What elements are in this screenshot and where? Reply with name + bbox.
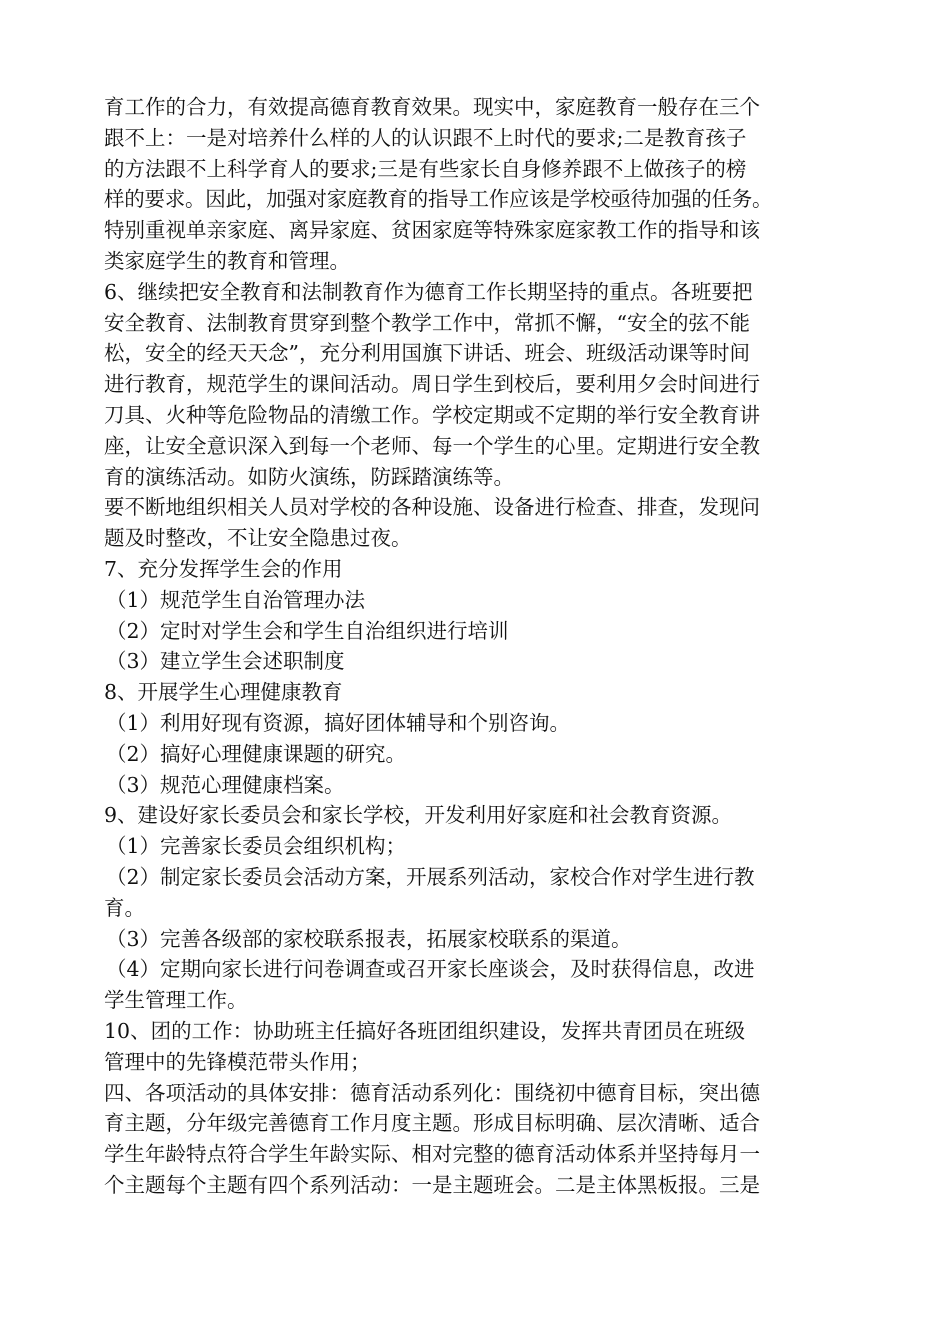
section-heading: 9、建设好家长委员会和家长学校，开发利用好家庭和社会教育资源。: [104, 803, 733, 828]
list-item: （1）利用好现有资源，搞好团体辅导和个别咨询。: [106, 710, 571, 735]
text-line: 特别重视单亲家庭、离异家庭、贫困家庭等特殊家庭家教工作的指导和该: [104, 218, 760, 243]
text-line: 刀具、火种等危险物品的清缴工作。学校定期或不定期的举行安全教育讲: [104, 402, 760, 427]
text-line: 松，安全的经天天念”，充分利用国旗下讲话、班会、班级活动课等时间: [104, 341, 750, 366]
text-line: 要不断地组织相关人员对学校的各种设施、设备进行检查、排查，发现问: [104, 495, 760, 520]
text-line: 的方法跟不上科学育人的要求;三是有些家长自身修养跟不上做孩子的榜: [104, 156, 747, 181]
list-item: （1）规范学生自治管理办法: [106, 587, 366, 612]
text-line: 育工作的合力，有效提高德育教育效果。现实中，家庭教育一般存在三个: [104, 95, 760, 119]
text-line: 育的演练活动。如防火演练，防踩踏演练等。: [104, 464, 514, 489]
text-line: 题及时整改，不让安全隐患过夜。: [104, 526, 412, 551]
text-line: 育。: [104, 895, 145, 920]
text-line: 进行教育，规范学生的课间活动。周日学生到校后，要利用夕会时间进行: [104, 372, 760, 397]
text-line: 类家庭学生的教育和管理。: [104, 248, 350, 273]
text-line: 安全教育、法制教育贯穿到整个教学工作中，常抓不懈，“安全的弦不能: [104, 310, 750, 335]
text-line: 管理中的先锋模范带头作用；: [104, 1049, 371, 1074]
list-item: （3）规范心理健康档案。: [106, 772, 345, 797]
text-line: 个主题每个主题有四个系列活动：一是主题班会。二是主体黑板报。三是: [104, 1172, 760, 1197]
text-line: 育主题，分年级完善德育工作月度主题。形成目标明确、层次清晰、适合: [104, 1111, 760, 1136]
section-heading: 8、开展学生心理健康教育: [104, 680, 343, 705]
list-item: （3）建立学生会述职制度: [106, 649, 345, 674]
text-line: 座，让安全意识深入到每一个老师、每一个学生的心里。定期进行安全教: [104, 433, 760, 458]
text-line: 学生年龄特点符合学生年龄实际、相对完整的德育活动体系并坚持每月一: [104, 1142, 760, 1167]
section-heading: 6、继续把安全教育和法制教育作为德育工作长期坚持的重点。各班要把: [104, 279, 753, 304]
list-item: （1）完善家长委员会组织机构；: [106, 834, 407, 859]
text-line: 跟不上：一是对培养什么样的人的认识跟不上时代的要求;二是教育孩子: [104, 125, 747, 150]
section-heading: 10、团的工作：协助班主任搞好各班团组织建设，发挥共青团员在班级: [104, 1018, 746, 1043]
list-item: （2）制定家长委员会活动方案，开展系列活动，家校合作对学生进行教: [106, 864, 755, 889]
list-item: （2）定时对学生会和学生自治组织进行培训: [106, 618, 509, 643]
section-heading: 7、充分发挥学生会的作用: [104, 556, 343, 581]
section-heading: 四、各项活动的具体安排：德育活动系列化：围绕初中德育目标，突出德: [104, 1080, 760, 1105]
text-line: 学生管理工作。: [104, 988, 248, 1013]
list-item: （3）完善各级部的家校联系报表，拓展家校联系的渠道。: [106, 926, 632, 951]
text-line: 样的要求。因此，加强对家庭教育的指导工作应该是学校亟待加强的任务。: [104, 187, 773, 212]
document-body: [104, 92, 864, 1201]
list-item: （2）搞好心理健康课题的研究。: [106, 741, 407, 766]
list-item: （4）定期向家长进行问卷调查或召开家长座谈会，及时获得信息，改进: [106, 957, 755, 982]
